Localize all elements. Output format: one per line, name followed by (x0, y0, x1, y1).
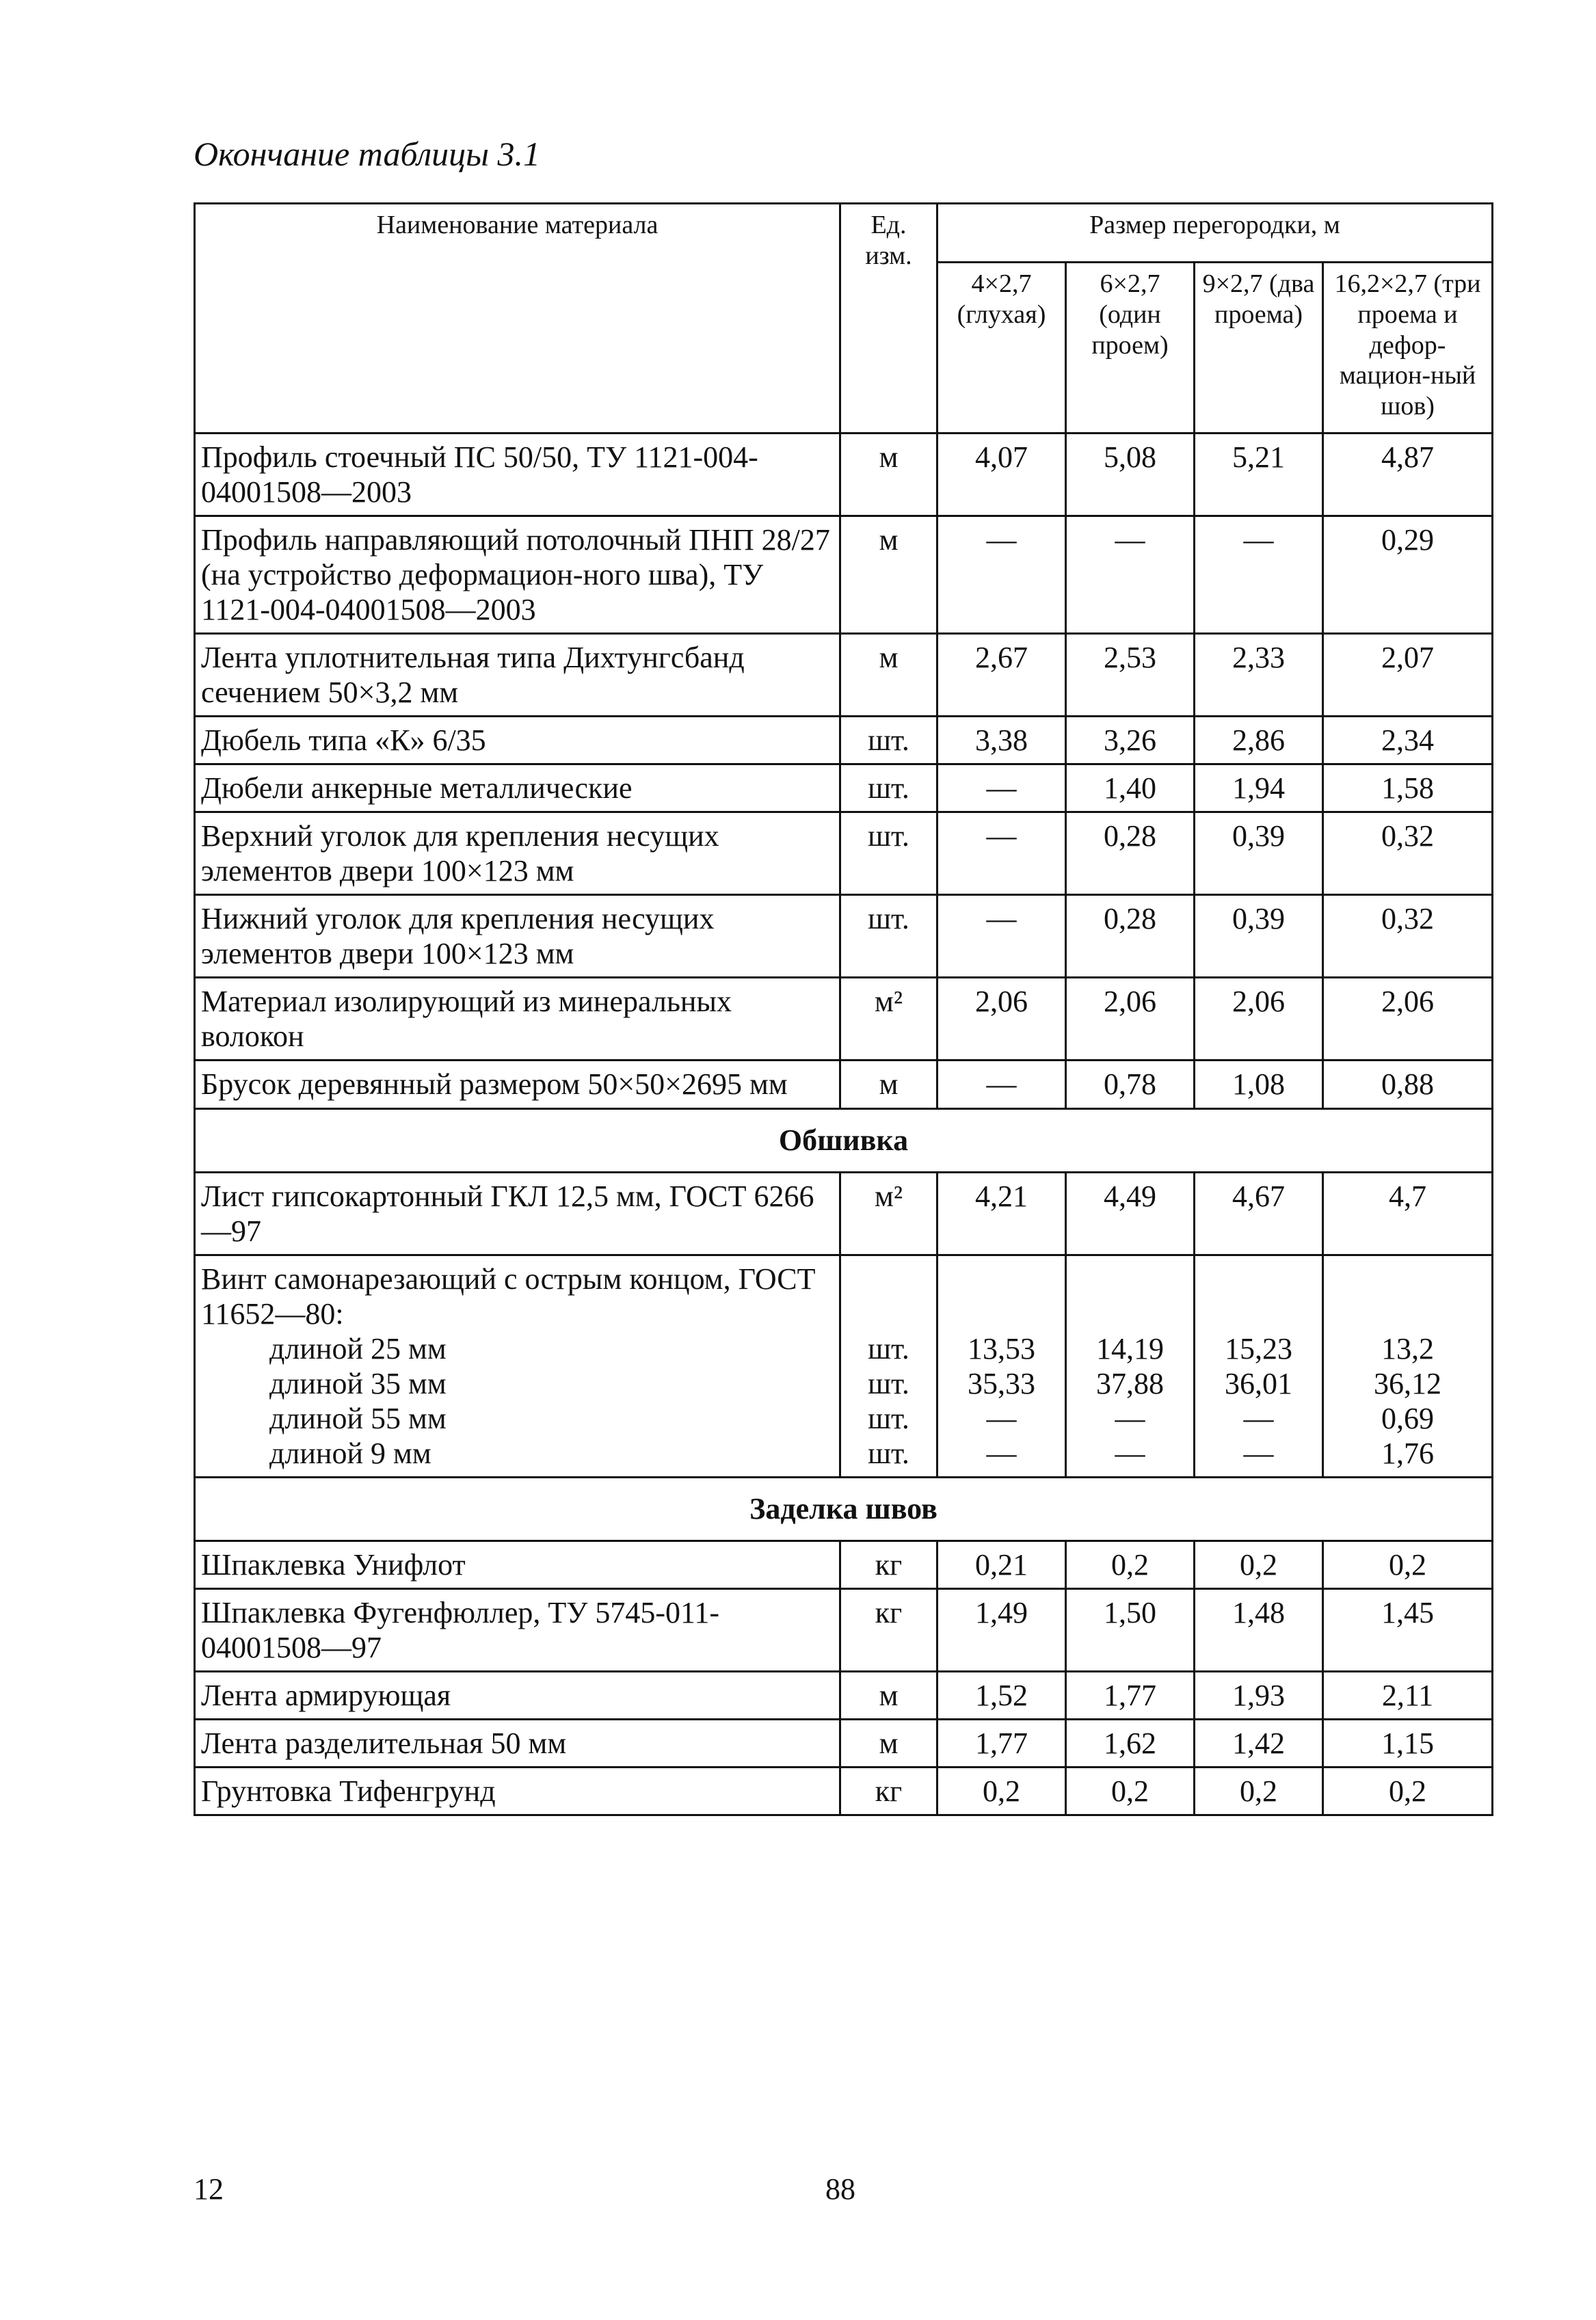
value-cell: 1,62 (1066, 1719, 1195, 1767)
screw-value: — (1243, 1401, 1274, 1435)
material-name: Шпаклевка Фугенфюллер, ТУ 5745-011-04001508—97 (195, 1588, 840, 1671)
value-cell: 5,21 (1195, 434, 1323, 516)
value-cell: 3,26 (1066, 717, 1195, 764)
value-cell: 0,2 (1323, 1767, 1493, 1815)
table-row (195, 895, 1493, 978)
value-cell: 0,29 (1323, 516, 1493, 634)
table-row (195, 812, 1493, 895)
material-name: Брусок деревянный размером 50×50×2695 мм (195, 1061, 840, 1108)
value-cell: 2,67 (937, 634, 1066, 717)
value-cell: 1,08 (1195, 1061, 1323, 1108)
page-number-center: 88 (825, 2172, 855, 2206)
value-cell: 0,39 (1195, 812, 1323, 895)
page-number-left: 12 (194, 2172, 224, 2206)
material-unit: кг (840, 1541, 937, 1588)
value-cell: 1,42 (1195, 1719, 1323, 1767)
value-cell: 0,39 (1195, 895, 1323, 978)
screw-sub-unit: шт. (868, 1366, 909, 1400)
screw-sub-name: длиной 55 мм (269, 1401, 447, 1435)
value-cell: 2,53 (1066, 634, 1195, 717)
material-name: Лента разделительная 50 мм (195, 1719, 840, 1767)
value-cell: 2,06 (1066, 978, 1195, 1061)
screw-sub-name: длиной 25 мм (269, 1331, 447, 1365)
value-cell: 0,28 (1066, 812, 1195, 895)
value-cell: 2,34 (1323, 717, 1493, 764)
header-unit: Ед. изм. (840, 204, 937, 434)
value-cell: 4,67 (1195, 1172, 1323, 1255)
table-row (195, 1061, 1493, 1108)
material-name: Дюбель типа «К» 6/35 (195, 717, 840, 764)
value-cell: 1,77 (1066, 1671, 1195, 1719)
screw-sub-name: длиной 35 мм (269, 1366, 447, 1400)
value-cell: 1,93 (1195, 1671, 1323, 1719)
material-unit: м (840, 1719, 937, 1767)
value-cell: 4,7 (1323, 1172, 1493, 1255)
screw-value: 35,33 (968, 1366, 1035, 1400)
value-cell (937, 1255, 1066, 1477)
screw-value: — (1243, 1436, 1274, 1470)
header-size-group: Размер перегородки, м (937, 204, 1493, 263)
value-cell: 1,94 (1195, 764, 1323, 812)
header-size-4: 16,2×2,7 (три проема и дефор-мацион-ный шов) (1323, 263, 1493, 434)
screw-value: 13,53 (968, 1331, 1035, 1365)
value-cell: 0,88 (1323, 1061, 1493, 1108)
value-cell: 4,21 (937, 1172, 1066, 1255)
material-name: Грунтовка Тифенгрунд (195, 1767, 840, 1815)
material-name: Шпаклевка Унифлот (195, 1541, 840, 1588)
table-row (195, 1541, 1493, 1588)
value-cell: — (937, 1061, 1066, 1108)
section-heading-row (195, 1477, 1493, 1541)
screw-sub-name: длиной 9 мм (269, 1436, 431, 1470)
screw-sub-unit: шт. (868, 1331, 909, 1365)
value-cell: 4,87 (1323, 434, 1493, 516)
value-cell: 0,78 (1066, 1061, 1195, 1108)
value-cell (1323, 1255, 1493, 1477)
section-heading: Заделка швов (195, 1477, 1493, 1541)
screw-sub-unit: шт. (868, 1436, 909, 1470)
screw-title: Винт самонарезающий с острым концом, ГОСТ 11652—80: (201, 1262, 816, 1331)
material-name: Профиль направляющий потолочный ПНП 28/27 (на устройство деформацион-ного шва), ТУ 1121-004-04001508—2003 (195, 516, 840, 634)
table-row (195, 1588, 1493, 1671)
screw-value: 36,12 (1374, 1366, 1441, 1400)
screw-value: 0,69 (1381, 1401, 1434, 1435)
value-cell: 1,52 (937, 1671, 1066, 1719)
header-name: Наименование материала (195, 204, 840, 434)
value-cell: — (937, 812, 1066, 895)
material-unit (840, 1255, 937, 1477)
value-cell: 0,2 (1066, 1767, 1195, 1815)
material-name: Лента уплотнительная типа Дихтунгсбанд сечением 50×3,2 мм (195, 634, 840, 717)
screw-value: — (1115, 1436, 1145, 1470)
table-row (195, 1767, 1493, 1815)
value-cell: 2,86 (1195, 717, 1323, 764)
value-cell: 0,21 (937, 1541, 1066, 1588)
table-row (195, 516, 1493, 634)
material-unit: м (840, 434, 937, 516)
screw-sub-unit: шт. (868, 1401, 909, 1435)
table-row (195, 717, 1493, 764)
value-cell: 2,06 (1195, 978, 1323, 1061)
table-header (195, 204, 1493, 434)
material-unit: шт. (840, 895, 937, 978)
material-unit: м (840, 1061, 937, 1108)
value-cell: — (1066, 516, 1195, 634)
value-cell (1066, 1255, 1195, 1477)
value-cell: 0,2 (1066, 1541, 1195, 1588)
material-unit: кг (840, 1588, 937, 1671)
value-cell: 1,48 (1195, 1588, 1323, 1671)
screw-value: 15,23 (1225, 1331, 1292, 1365)
value-cell: 1,15 (1323, 1719, 1493, 1767)
materials-table (194, 202, 1493, 1816)
value-cell: 0,2 (1323, 1541, 1493, 1588)
value-cell: 2,06 (937, 978, 1066, 1061)
value-cell: 1,77 (937, 1719, 1066, 1767)
material-unit: шт. (840, 717, 937, 764)
section-heading-row (195, 1108, 1493, 1172)
value-cell: 2,07 (1323, 634, 1493, 717)
table-row (195, 1719, 1493, 1767)
table-row (195, 1255, 1493, 1477)
screw-value: 36,01 (1225, 1366, 1292, 1400)
header-size-2: 6×2,7 (один проем) (1066, 263, 1195, 434)
material-unit: шт. (840, 764, 937, 812)
table-row (195, 978, 1493, 1061)
material-unit: м² (840, 1172, 937, 1255)
table-row (195, 634, 1493, 717)
value-cell: 0,32 (1323, 895, 1493, 978)
material-name: Нижний уголок для крепления несущих элементов двери 100×123 мм (195, 895, 840, 978)
material-name: Лента армирующая (195, 1671, 840, 1719)
material-unit: м (840, 516, 937, 634)
material-name: Материал изолирующий из минеральных волокон (195, 978, 840, 1061)
table-row (195, 764, 1493, 812)
value-cell: — (937, 895, 1066, 978)
screw-value: 13,2 (1381, 1331, 1434, 1365)
value-cell: 1,50 (1066, 1588, 1195, 1671)
screw-value: 37,88 (1096, 1366, 1164, 1400)
value-cell: 1,45 (1323, 1588, 1493, 1671)
value-cell: 2,06 (1323, 978, 1493, 1061)
material-unit: м² (840, 978, 937, 1061)
screw-value: — (986, 1436, 1017, 1470)
header-size-3: 9×2,7 (два проема) (1195, 263, 1323, 434)
screw-value: — (986, 1401, 1017, 1435)
value-cell: 2,33 (1195, 634, 1323, 717)
value-cell: 0,32 (1323, 812, 1493, 895)
value-cell: 5,08 (1066, 434, 1195, 516)
section-heading: Обшивка (195, 1108, 1493, 1172)
header-size-1: 4×2,7 (глухая) (937, 263, 1066, 434)
material-name: Лист гипсокартонный ГКЛ 12,5 мм, ГОСТ 6266—97 (195, 1172, 840, 1255)
material-unit: кг (840, 1767, 937, 1815)
material-unit: м (840, 1671, 937, 1719)
material-name: Дюбели анкерные металлические (195, 764, 840, 812)
table-caption: Окончание таблицы 3.1 (194, 135, 541, 173)
value-cell: 0,28 (1066, 895, 1195, 978)
table-row (195, 1172, 1493, 1255)
screw-value: 1,76 (1381, 1436, 1434, 1470)
screw-value: — (1115, 1401, 1145, 1435)
value-cell: 3,38 (937, 717, 1066, 764)
value-cell: 1,58 (1323, 764, 1493, 812)
value-cell: 0,2 (1195, 1767, 1323, 1815)
value-cell: — (937, 516, 1066, 634)
value-cell: 4,07 (937, 434, 1066, 516)
value-cell: 0,2 (937, 1767, 1066, 1815)
material-unit: м (840, 634, 937, 717)
value-cell: — (937, 764, 1066, 812)
table-row (195, 1671, 1493, 1719)
value-cell: 1,40 (1066, 764, 1195, 812)
screw-value: 14,19 (1096, 1331, 1164, 1365)
material-name (195, 1255, 840, 1477)
material-name: Верхний уголок для крепления несущих элементов двери 100×123 мм (195, 812, 840, 895)
material-name: Профиль стоечный ПС 50/50, ТУ 1121-004-04001508—2003 (195, 434, 840, 516)
value-cell (1195, 1255, 1323, 1477)
table-body (195, 434, 1493, 1815)
value-cell: 4,49 (1066, 1172, 1195, 1255)
value-cell: 2,11 (1323, 1671, 1493, 1719)
table-row (195, 434, 1493, 516)
value-cell: 1,49 (937, 1588, 1066, 1671)
value-cell: 0,2 (1195, 1541, 1323, 1588)
material-unit: шт. (840, 812, 937, 895)
value-cell: — (1195, 516, 1323, 634)
